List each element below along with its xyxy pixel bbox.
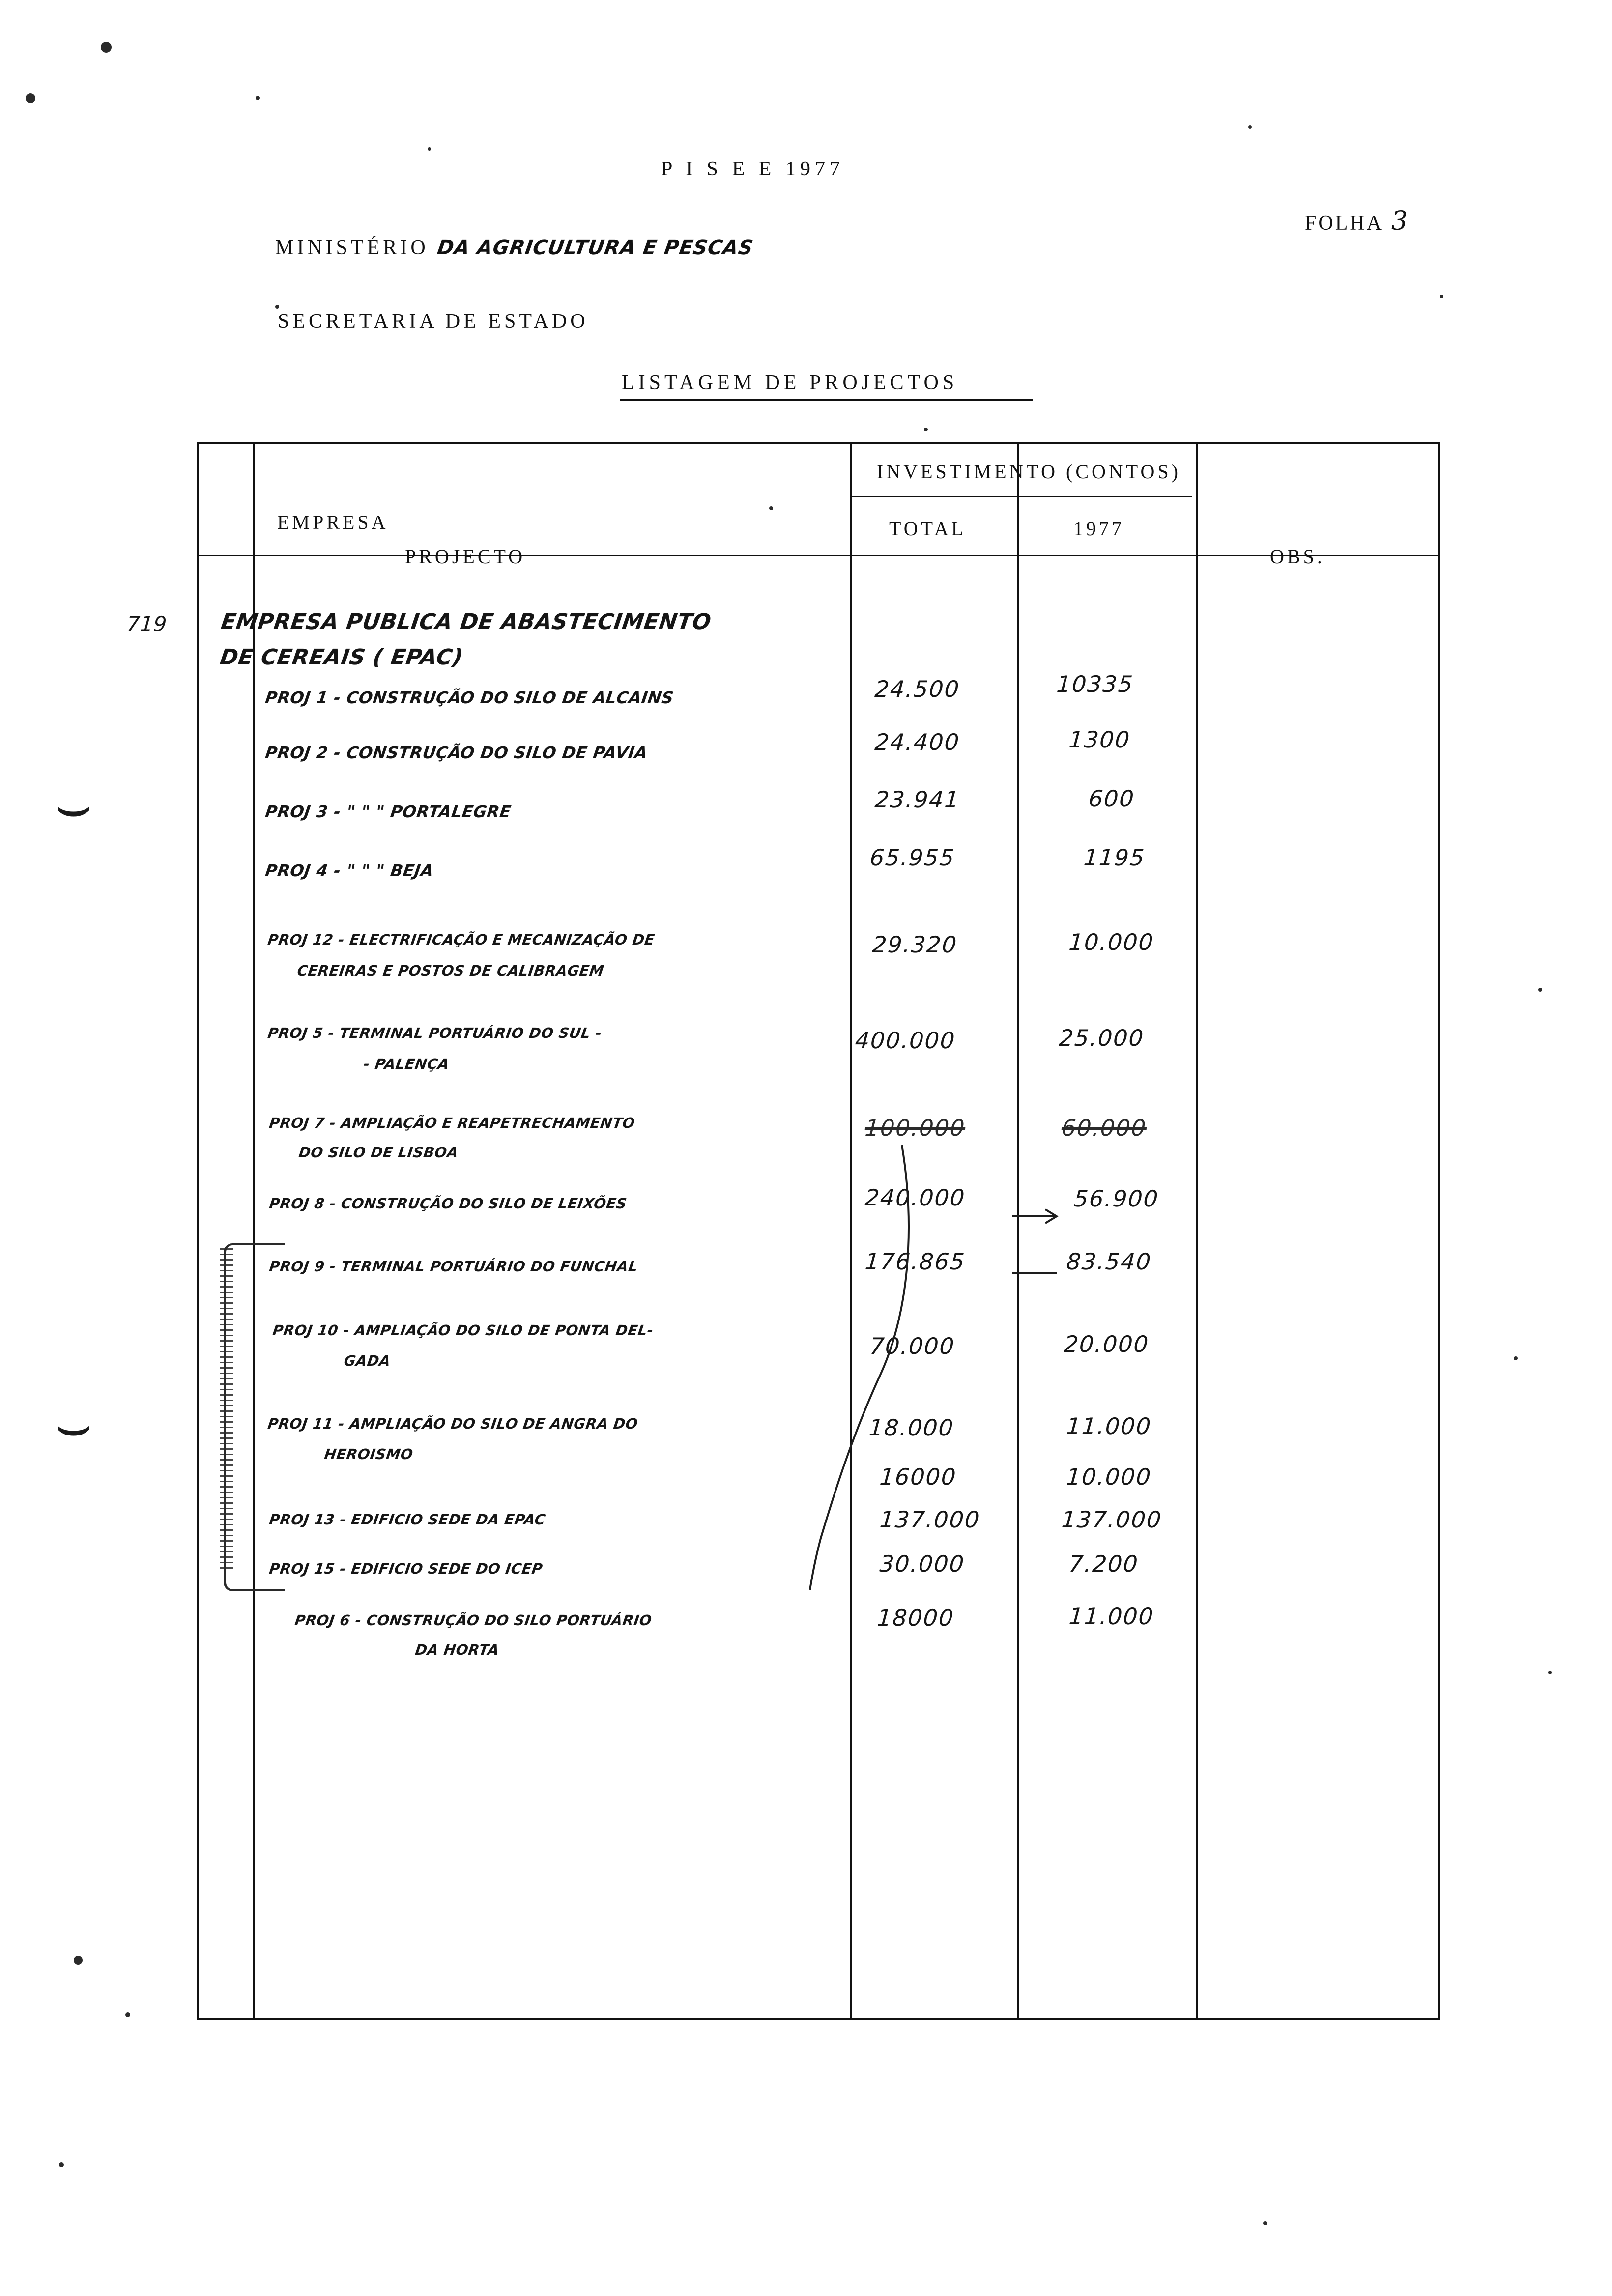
- row-total: 65.955: [869, 844, 956, 871]
- row-1977: 11.000: [1068, 1603, 1155, 1630]
- row-label: PROJ 7 - AMPLIAÇÃO E REAPETRECHAMENTO: [268, 1115, 636, 1131]
- row-total: 400.000: [854, 1027, 957, 1054]
- row-label: PROJ 10 - AMPLIAÇÃO DO SILO DE PONTA DEL-: [271, 1322, 655, 1339]
- scan-speck: [1248, 125, 1252, 129]
- table-vline-1977: [1017, 444, 1019, 2018]
- entity-name-line2: DE CEREAIS ( EPAC): [218, 645, 465, 670]
- row-label: PROJ 5 - TERMINAL PORTUÁRIO DO SUL -: [266, 1025, 603, 1041]
- row-1977: 10335: [1056, 671, 1135, 697]
- scan-speck: [101, 42, 112, 53]
- row-label: PROJ 1 - CONSTRUÇÃO DO SILO DE ALCAINS: [264, 688, 675, 707]
- row-total: 23.941: [874, 786, 961, 813]
- scan-speck: [428, 147, 431, 151]
- row-1977: 7.200: [1068, 1550, 1140, 1577]
- col-header-total: TOTAL: [889, 517, 967, 540]
- row-label: PROJ 13 - EDIFICIO SEDE DA EPAC: [268, 1511, 547, 1528]
- row-label: PROJ 12 - ELECTRIFICAÇÃO E MECANIZAÇÃO DE: [266, 931, 656, 948]
- folha-indicator: [1305, 206, 1410, 236]
- row-total-struck: 100.000: [864, 1115, 967, 1141]
- scan-speck: [924, 428, 928, 431]
- row-label: PROJ 2 - CONSTRUÇÃO DO SILO DE PAVIA: [264, 743, 649, 762]
- scan-speck: [769, 506, 773, 510]
- row-label: PROJ 3 - " " " PORTALEGRE: [264, 802, 513, 821]
- ministry-handwritten-text: DA AGRICULTURA E PESCAS: [435, 236, 755, 259]
- row-total: 30.000: [879, 1550, 966, 1577]
- row-label-cont: DO SILO DE LISBOA: [297, 1144, 460, 1161]
- row-label-cont: CEREIRAS E POSTOS DE CALIBRAGEM: [296, 962, 605, 979]
- row-1977: 25.000: [1058, 1025, 1145, 1051]
- ministry-line: [275, 236, 753, 259]
- row-total: 29.320: [871, 931, 958, 958]
- row-label: PROJ 9 - TERMINAL PORTUÁRIO DO FUNCHAL: [268, 1258, 639, 1275]
- row-total: 24.500: [874, 676, 961, 702]
- title-underline: [661, 183, 1000, 184]
- row-label-cont: GADA: [343, 1352, 392, 1369]
- col-header-empresa: EMPRESA: [277, 511, 389, 533]
- table-vline-obs: [1196, 444, 1198, 2018]
- row-label: PROJ 11 - AMPLIAÇÃO DO SILO DE ANGRA DO: [266, 1415, 639, 1432]
- table-hline-investimento: [850, 496, 1192, 497]
- ministry-printed-text: MINISTÉRIO: [275, 236, 429, 259]
- margin-mark-upper: ⌣: [54, 772, 93, 840]
- row-1977: 20.000: [1063, 1331, 1150, 1357]
- entity-name-line1: EMPRESA PUBLICA DE ABASTECIMENTO: [219, 609, 713, 634]
- entity-code: 719: [126, 612, 168, 636]
- row-1977: 600: [1088, 785, 1136, 812]
- margin-mark-lower: ⌣: [54, 1391, 93, 1459]
- row-total: 70.000: [869, 1333, 956, 1359]
- secretaria-line: SECRETARIA DE ESTADO: [278, 310, 589, 333]
- row-total: 137.000: [879, 1506, 981, 1533]
- col-header-investimento: INVESTIMENTO (CONTOS): [877, 460, 1181, 483]
- row-1977: 1300: [1068, 726, 1131, 753]
- table-vline-code: [253, 444, 255, 2018]
- row-total: 18.000: [868, 1414, 955, 1441]
- row-label: PROJ 4 - " " " BEJA: [264, 861, 435, 880]
- row-label-cont: - PALENÇA: [362, 1056, 451, 1072]
- scan-speck: [125, 2012, 130, 2017]
- row-1977: 10.000: [1068, 929, 1155, 955]
- folha-number: 3: [1391, 206, 1410, 236]
- row-1977: 83.540: [1065, 1248, 1152, 1275]
- scan-speck: [1263, 2221, 1267, 2225]
- row-total: 16000: [879, 1464, 958, 1490]
- scan-speck: [74, 1956, 83, 1965]
- row-1977: 56.900: [1073, 1185, 1160, 1212]
- bracket-connector-doodle: [806, 1145, 934, 1632]
- row-label-cont: HEROISMO: [323, 1446, 414, 1463]
- row-label: PROJ 15 - EDIFICIO SEDE DO ICEP: [268, 1560, 544, 1577]
- margin-bracket: [224, 1243, 285, 1591]
- col-header-projecto: PROJECTO: [405, 545, 526, 568]
- table-hline-header: [199, 555, 1438, 556]
- scan-speck: [1548, 1671, 1552, 1674]
- arrow-icon: [1010, 1202, 1069, 1231]
- scan-speck: [1440, 295, 1443, 298]
- scan-speck: [1514, 1356, 1518, 1360]
- row-total: 24.400: [874, 729, 961, 755]
- scan-speck: [256, 96, 260, 100]
- row-label-cont: DA HORTA: [414, 1641, 500, 1658]
- row-1977: 10.000: [1065, 1464, 1152, 1490]
- row-1977: 1195: [1083, 844, 1146, 871]
- row-total: 176.865: [864, 1248, 967, 1275]
- dash-mark: [1010, 1263, 1069, 1283]
- scan-speck: [275, 305, 279, 309]
- row-1977-struck: 60.000: [1061, 1115, 1148, 1141]
- scan-speck: [1538, 988, 1542, 992]
- col-header-obs: OBS.: [1270, 545, 1325, 568]
- row-total: 240.000: [864, 1184, 967, 1211]
- scan-speck: [59, 2162, 64, 2167]
- row-label: PROJ 6 - CONSTRUÇÃO DO SILO PORTUÁRIO: [293, 1612, 653, 1629]
- scan-speck: [26, 93, 35, 103]
- col-header-1977: 1977: [1073, 517, 1124, 540]
- listing-title-underline: [620, 399, 1033, 401]
- listing-title: LISTAGEM DE PROJECTOS: [622, 372, 958, 394]
- row-label: PROJ 8 - CONSTRUÇÃO DO SILO DE LEIXÕES: [268, 1195, 628, 1212]
- page-title: P I S E E 1977: [661, 158, 844, 180]
- folha-label: FOLHA: [1305, 212, 1384, 234]
- row-1977: 11.000: [1065, 1413, 1152, 1439]
- row-1977: 137.000: [1061, 1506, 1163, 1533]
- row-total: 18000: [876, 1605, 955, 1631]
